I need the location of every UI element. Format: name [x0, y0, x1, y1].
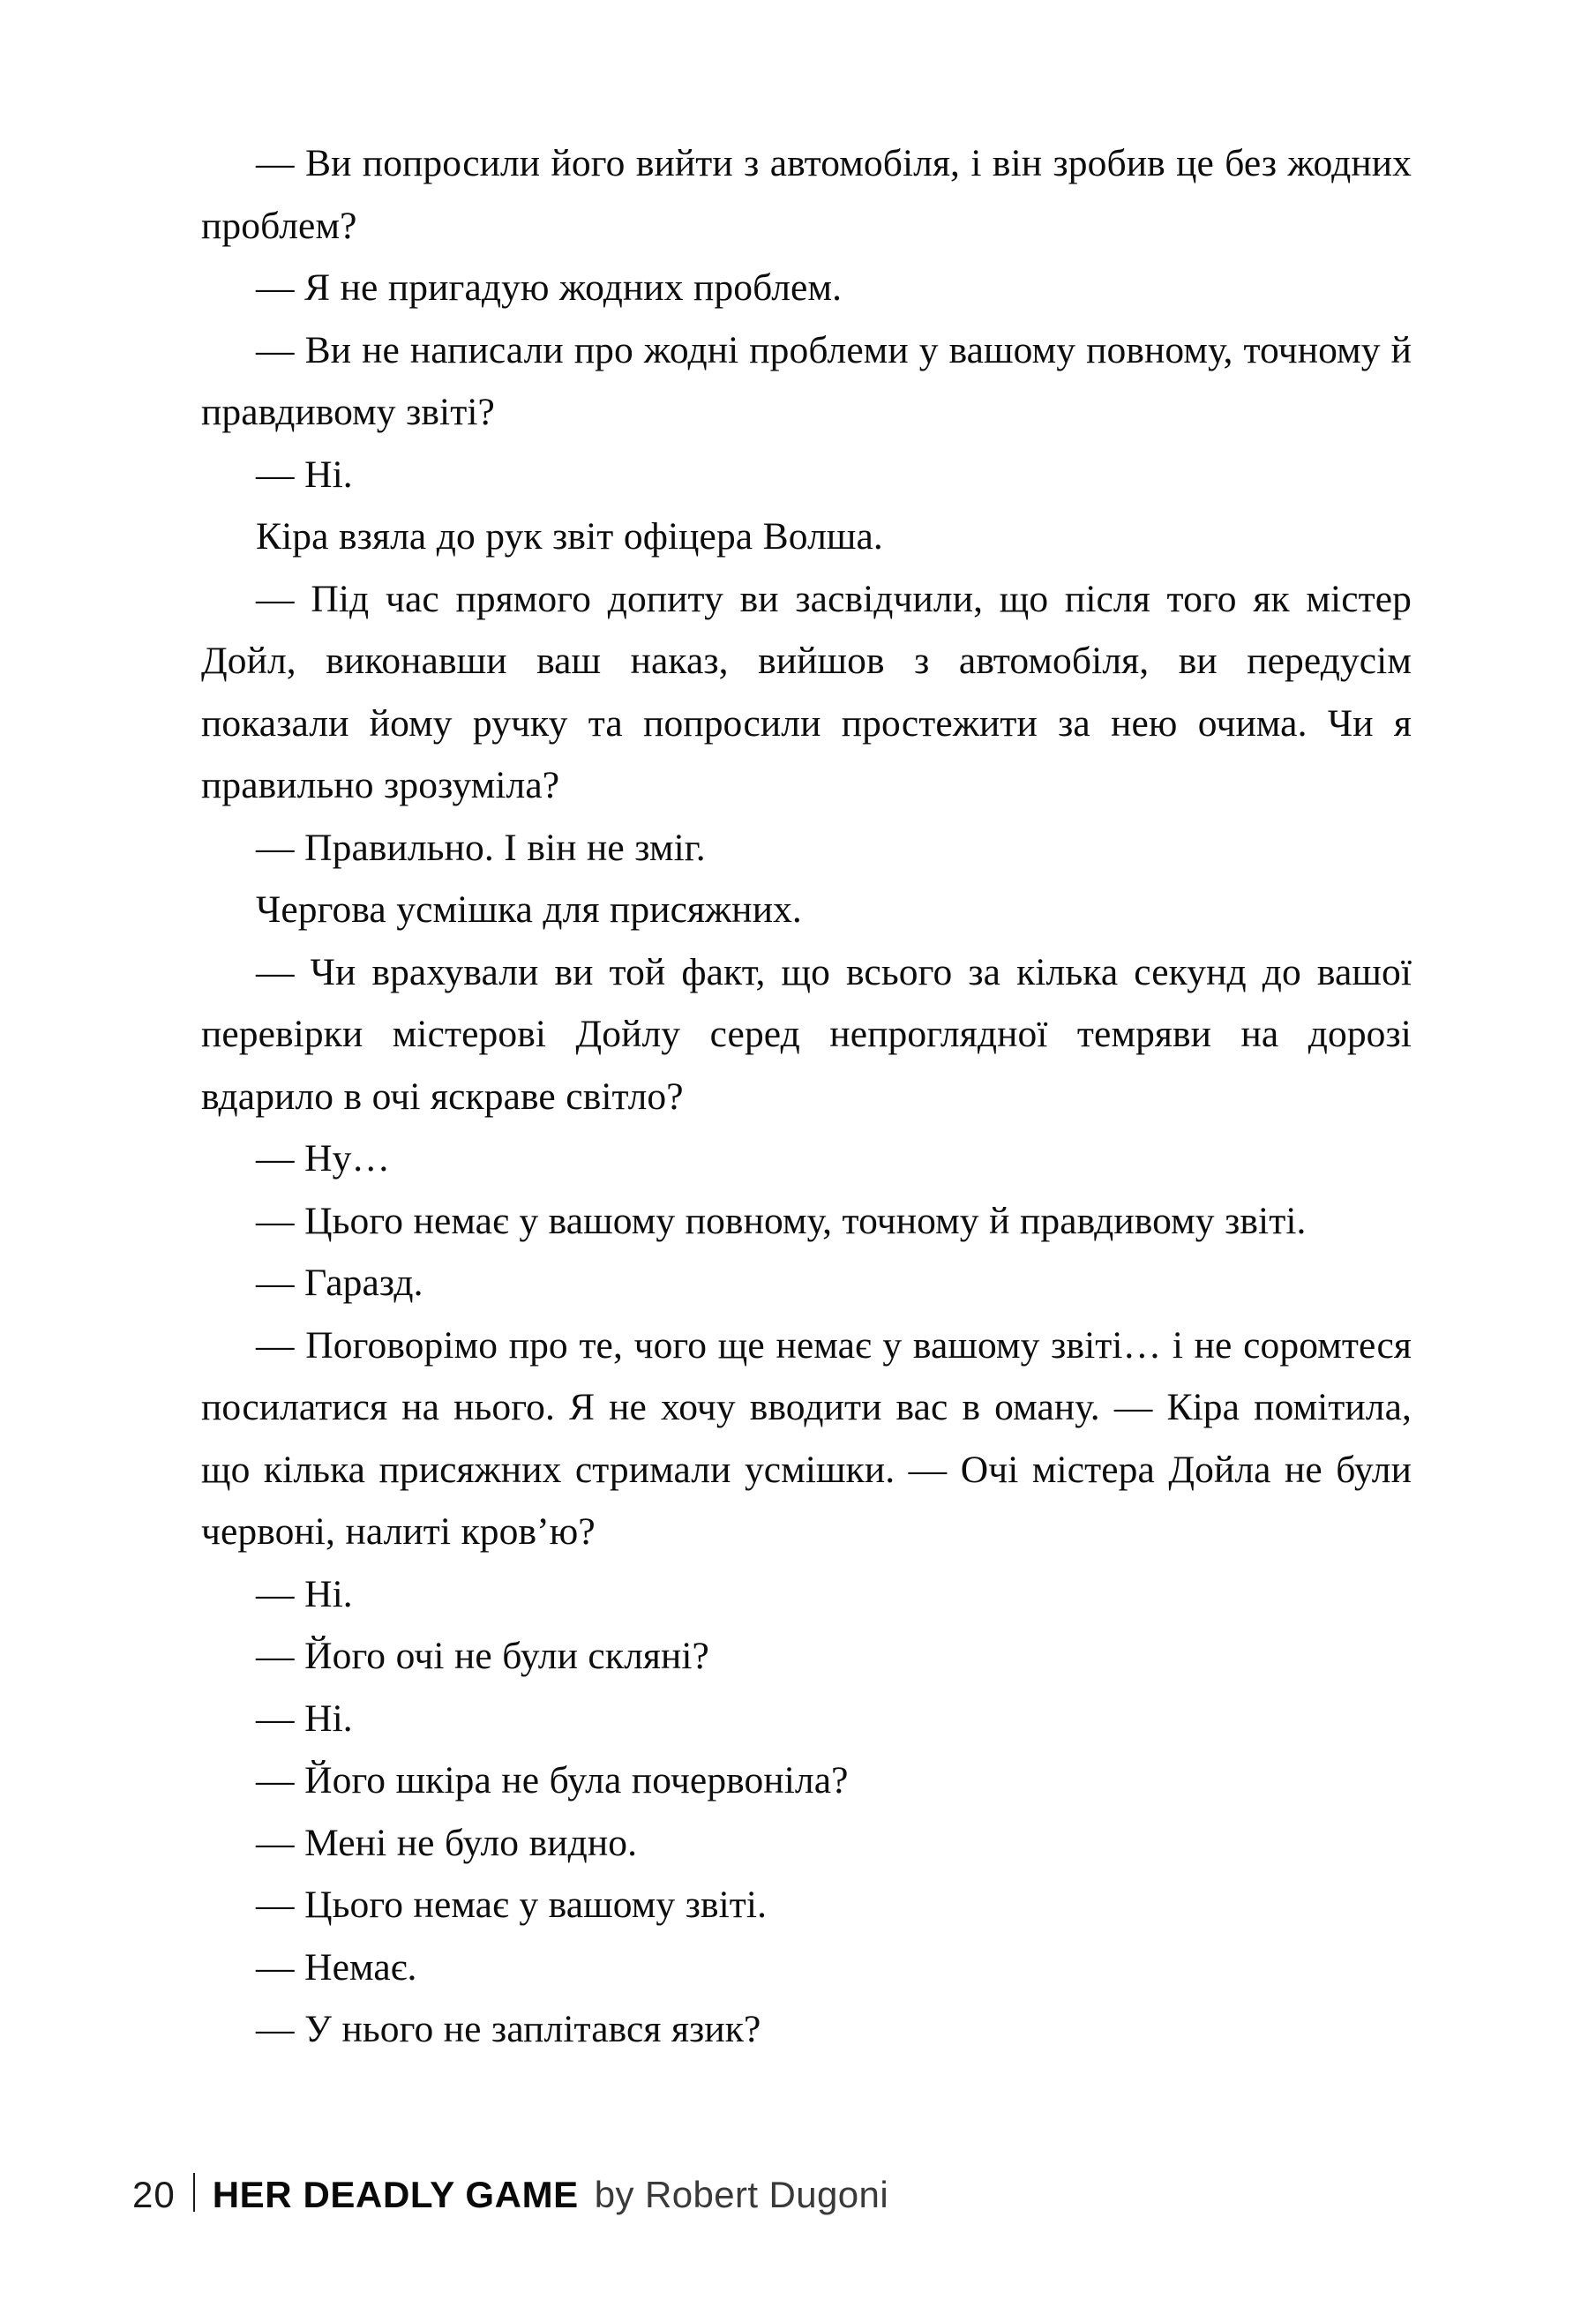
paragraph-dialogue: — Поговорімо про те, чого ще немає у вашому звіті… і не соромтеся посилатися на нього. Я не хочу вводити вас в оману. — Кіра помітила, що кілька присяжних стримали усмішки. — Очі містера Дойла не були червоні, налиті кров’ю?	[201, 1323, 1412, 1553]
body-text-block	[201, 132, 1412, 2061]
running-head-byline: by Robert Dugoni	[594, 2174, 889, 2215]
paragraph-dialogue: — Чи врахували ви той факт, що всього за кілька секунд до вашої перевірки містерові Дойлу серед непроглядної темряви на дорозі вдарило в очі яскраве світло?	[201, 950, 1412, 1118]
paragraph-dialogue: — Правильно. І він не зміг.	[256, 826, 706, 869]
paragraph-dialogue: — Його очі не були скляні?	[256, 1635, 709, 1677]
paragraph-dialogue: — Ну…	[256, 1137, 391, 1180]
paragraph-dialogue: — Ви не написали про жодні проблеми у вашому повному, точному й правдивому звіті?	[201, 328, 1412, 433]
footer-divider	[193, 2173, 195, 2212]
paragraph-dialogue: — Ні.	[256, 1697, 353, 1740]
paragraph-dialogue: — Під час прямого допиту ви засвідчили, що після того як містер Дойл, виконавши ваш наказ, вийшов з автомобіля, ви передусім показали йому ручку та попросили простежити за нею очима. Чи я правильно зрозуміла?	[201, 577, 1412, 806]
page-footer	[132, 2168, 888, 2216]
paragraph-dialogue: — Цього немає у вашому звіті.	[256, 1884, 768, 1926]
page-number: 20	[132, 2174, 176, 2215]
paragraph-dialogue: — Гаразд.	[256, 1262, 423, 1304]
running-head-book-title: HER DEADLY GAME	[212, 2174, 579, 2215]
paragraph-dialogue: — Його шкіра не була почервоніла?	[256, 1759, 849, 1801]
paragraph-dialogue: — Ні.	[256, 453, 353, 496]
paragraph-dialogue: — Ви попросили його вийти з автомобіля, і він зробив це без жодних проблем?	[201, 142, 1412, 247]
paragraph-narration: Кіра взяла до рук звіт офіцера Волша.	[256, 515, 883, 558]
paragraph-dialogue: — Немає.	[256, 1945, 417, 1989]
paragraph-dialogue: — Цього немає у вашому повному, точному й правдивому звіті.	[256, 1199, 1307, 1242]
paragraph-narration: Чергова усмішка для присяжних.	[256, 888, 802, 931]
paragraph-dialogue: — Мені не було видно.	[256, 1821, 638, 1864]
paragraph-dialogue: — Я не пригадую жодних проблем.	[256, 266, 843, 309]
paragraph-dialogue: — Ні.	[256, 1572, 353, 1615]
paragraph-dialogue: — У нього не заплітався язик?	[256, 2008, 761, 2050]
